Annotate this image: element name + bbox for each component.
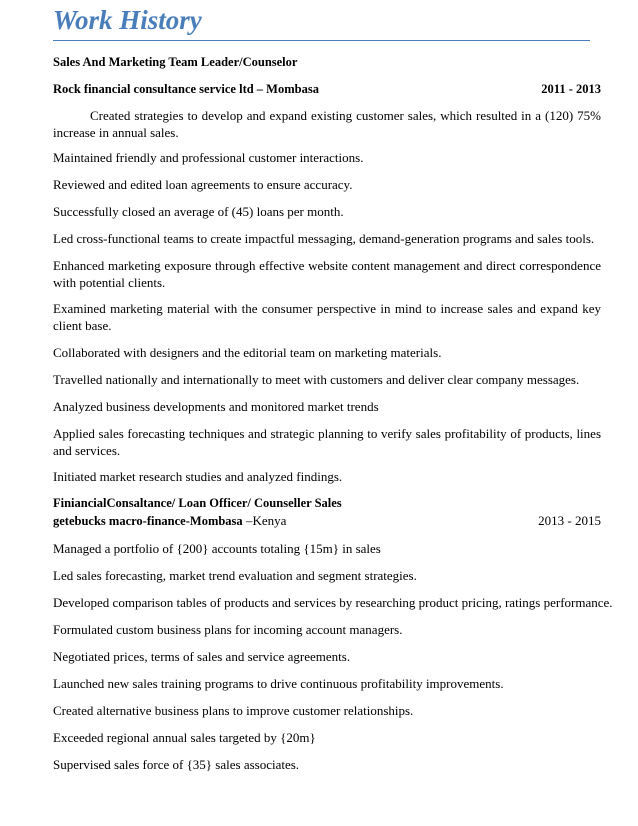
job1-item: Applied sales forecasting techniques and strategic planning to verify sales profitability of products, lines and services. xyxy=(53,426,601,458)
job2-company-row xyxy=(53,512,601,530)
job2-company-group xyxy=(53,512,286,530)
job1-item: Reviewed and edited loan agreements to ensure accuracy. xyxy=(53,177,353,192)
job2-item: Managed a portfolio of {200} accounts totaling {15m} in sales xyxy=(53,541,381,556)
job1-item: Enhanced marketing exposure through effective website content management and direct correspondence with potential clients. xyxy=(53,258,601,290)
job2-item: Created alternative business plans to improve customer relationships. xyxy=(53,703,414,718)
job1-company-row xyxy=(53,81,601,98)
job2-company: getebucks macro-finance-Mombasa xyxy=(53,514,243,528)
job1-item: Successfully closed an average of (45) loans per month. xyxy=(53,204,344,219)
job2-item: Led sales forecasting, market trend evaluation and segment strategies. xyxy=(53,568,417,583)
job2-item: Launched new sales training programs to drive continuous profitability improvements. xyxy=(53,676,504,691)
job1-item: Collaborated with designers and the editorial team on marketing materials. xyxy=(53,345,442,360)
job2-item: Formulated custom business plans for incoming account managers. xyxy=(53,622,403,637)
job1-item: Led cross-functional teams to create impactful messaging, demand-generation programs and sales tools. xyxy=(53,231,595,246)
job1-item: Travelled nationally and internationally to meet with customers and deliver clear company messages. xyxy=(53,372,580,387)
job2-location: –Kenya xyxy=(242,513,287,528)
heading-underline xyxy=(53,40,590,41)
job1-item: Analyzed business developments and monitored market trends xyxy=(53,399,379,414)
job1-title: Sales And Marketing Team Leader/Counselor xyxy=(53,55,298,69)
job1-dates: 2011 - 2013 xyxy=(541,82,601,96)
job1-company: Rock financial consultance service ltd – Mombasa xyxy=(53,82,319,96)
job2-item: Supervised sales force of {35} sales associates. xyxy=(53,757,300,772)
job2-title: FiniancialConsaltance/ Loan Officer/ Counseller Sales xyxy=(53,496,342,510)
job1-item: Examined marketing material with the consumer perspective in mind to increase sales and expand key client base. xyxy=(53,301,601,333)
job1-item: Initiated market research studies and analyzed findings. xyxy=(53,469,343,484)
job1-item: Maintained friendly and professional customer interactions. xyxy=(53,150,364,165)
job1-intro: Created strategies to develop and expand existing customer sales, which resulted in a (120) 75% increase in annual sales. xyxy=(53,108,601,140)
job2-item: Developed comparison tables of products and services by researching product pricing, ratings performance. xyxy=(53,595,613,610)
section-heading: Work History xyxy=(53,5,202,35)
job2-dates: 2013 - 2015 xyxy=(538,513,601,528)
job2-item: Negotiated prices, terms of sales and service agreements. xyxy=(53,649,351,664)
job2-item: Exceeded regional annual sales targeted by {20m} xyxy=(53,730,316,745)
